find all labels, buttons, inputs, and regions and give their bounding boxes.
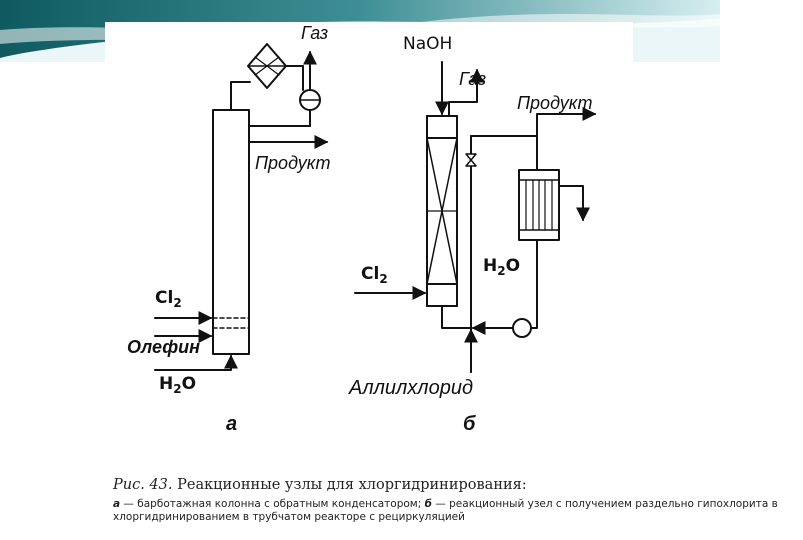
reactor-top-line [471, 136, 537, 170]
caption-text-b: — реакционный узел с получением раздельно гипохлорита в хлоргидринированием в трубчатом реакторе с рециркуляцией [113, 498, 778, 523]
figure-title: Реакционные узлы для хлоргидринирования: [177, 477, 527, 493]
gas-label-left: Газ [301, 23, 329, 43]
vapor-line [231, 82, 250, 110]
panel-b-label: б [463, 413, 476, 435]
product-label-left: Продукт [255, 153, 331, 173]
h2o-label-right: $H_2O$ [483, 256, 521, 278]
product-label-right: Продукт [517, 93, 593, 113]
figure-number: Рис. 43. [113, 477, 173, 493]
reflux-return-line [249, 110, 310, 126]
cl2-label-left: $Cl_2$ [155, 288, 182, 310]
condensate-line [286, 66, 303, 90]
h2o-label-left: $H_2O$ [159, 374, 197, 396]
coolant-outlet [559, 186, 583, 220]
valve [466, 154, 476, 166]
olefin-label: Олефин [127, 337, 200, 357]
figure-caption-title [113, 477, 527, 493]
scanned-figure [105, 22, 778, 527]
product-outlet-right [537, 114, 595, 136]
bubble-column-unit [155, 44, 327, 370]
caption-marker-a: а [113, 498, 121, 510]
panel-a-label: а [226, 413, 238, 435]
hypochlorite-line [442, 306, 471, 328]
recycle-line [530, 240, 537, 328]
figure-caption-body [113, 498, 803, 524]
naoh-label: NaOH [403, 34, 453, 54]
gas-label-right: Газ [459, 69, 487, 89]
circulation-pump [513, 319, 531, 337]
caption-text-a: — барботажная колонна с обратным конденсатором; [120, 498, 425, 510]
cl2-label-right: $Cl_2$ [361, 264, 388, 286]
allyl-chloride-label: Аллилхлорид [349, 377, 474, 399]
caption-marker-b: б [424, 498, 432, 510]
water-inlet-left [155, 356, 231, 370]
